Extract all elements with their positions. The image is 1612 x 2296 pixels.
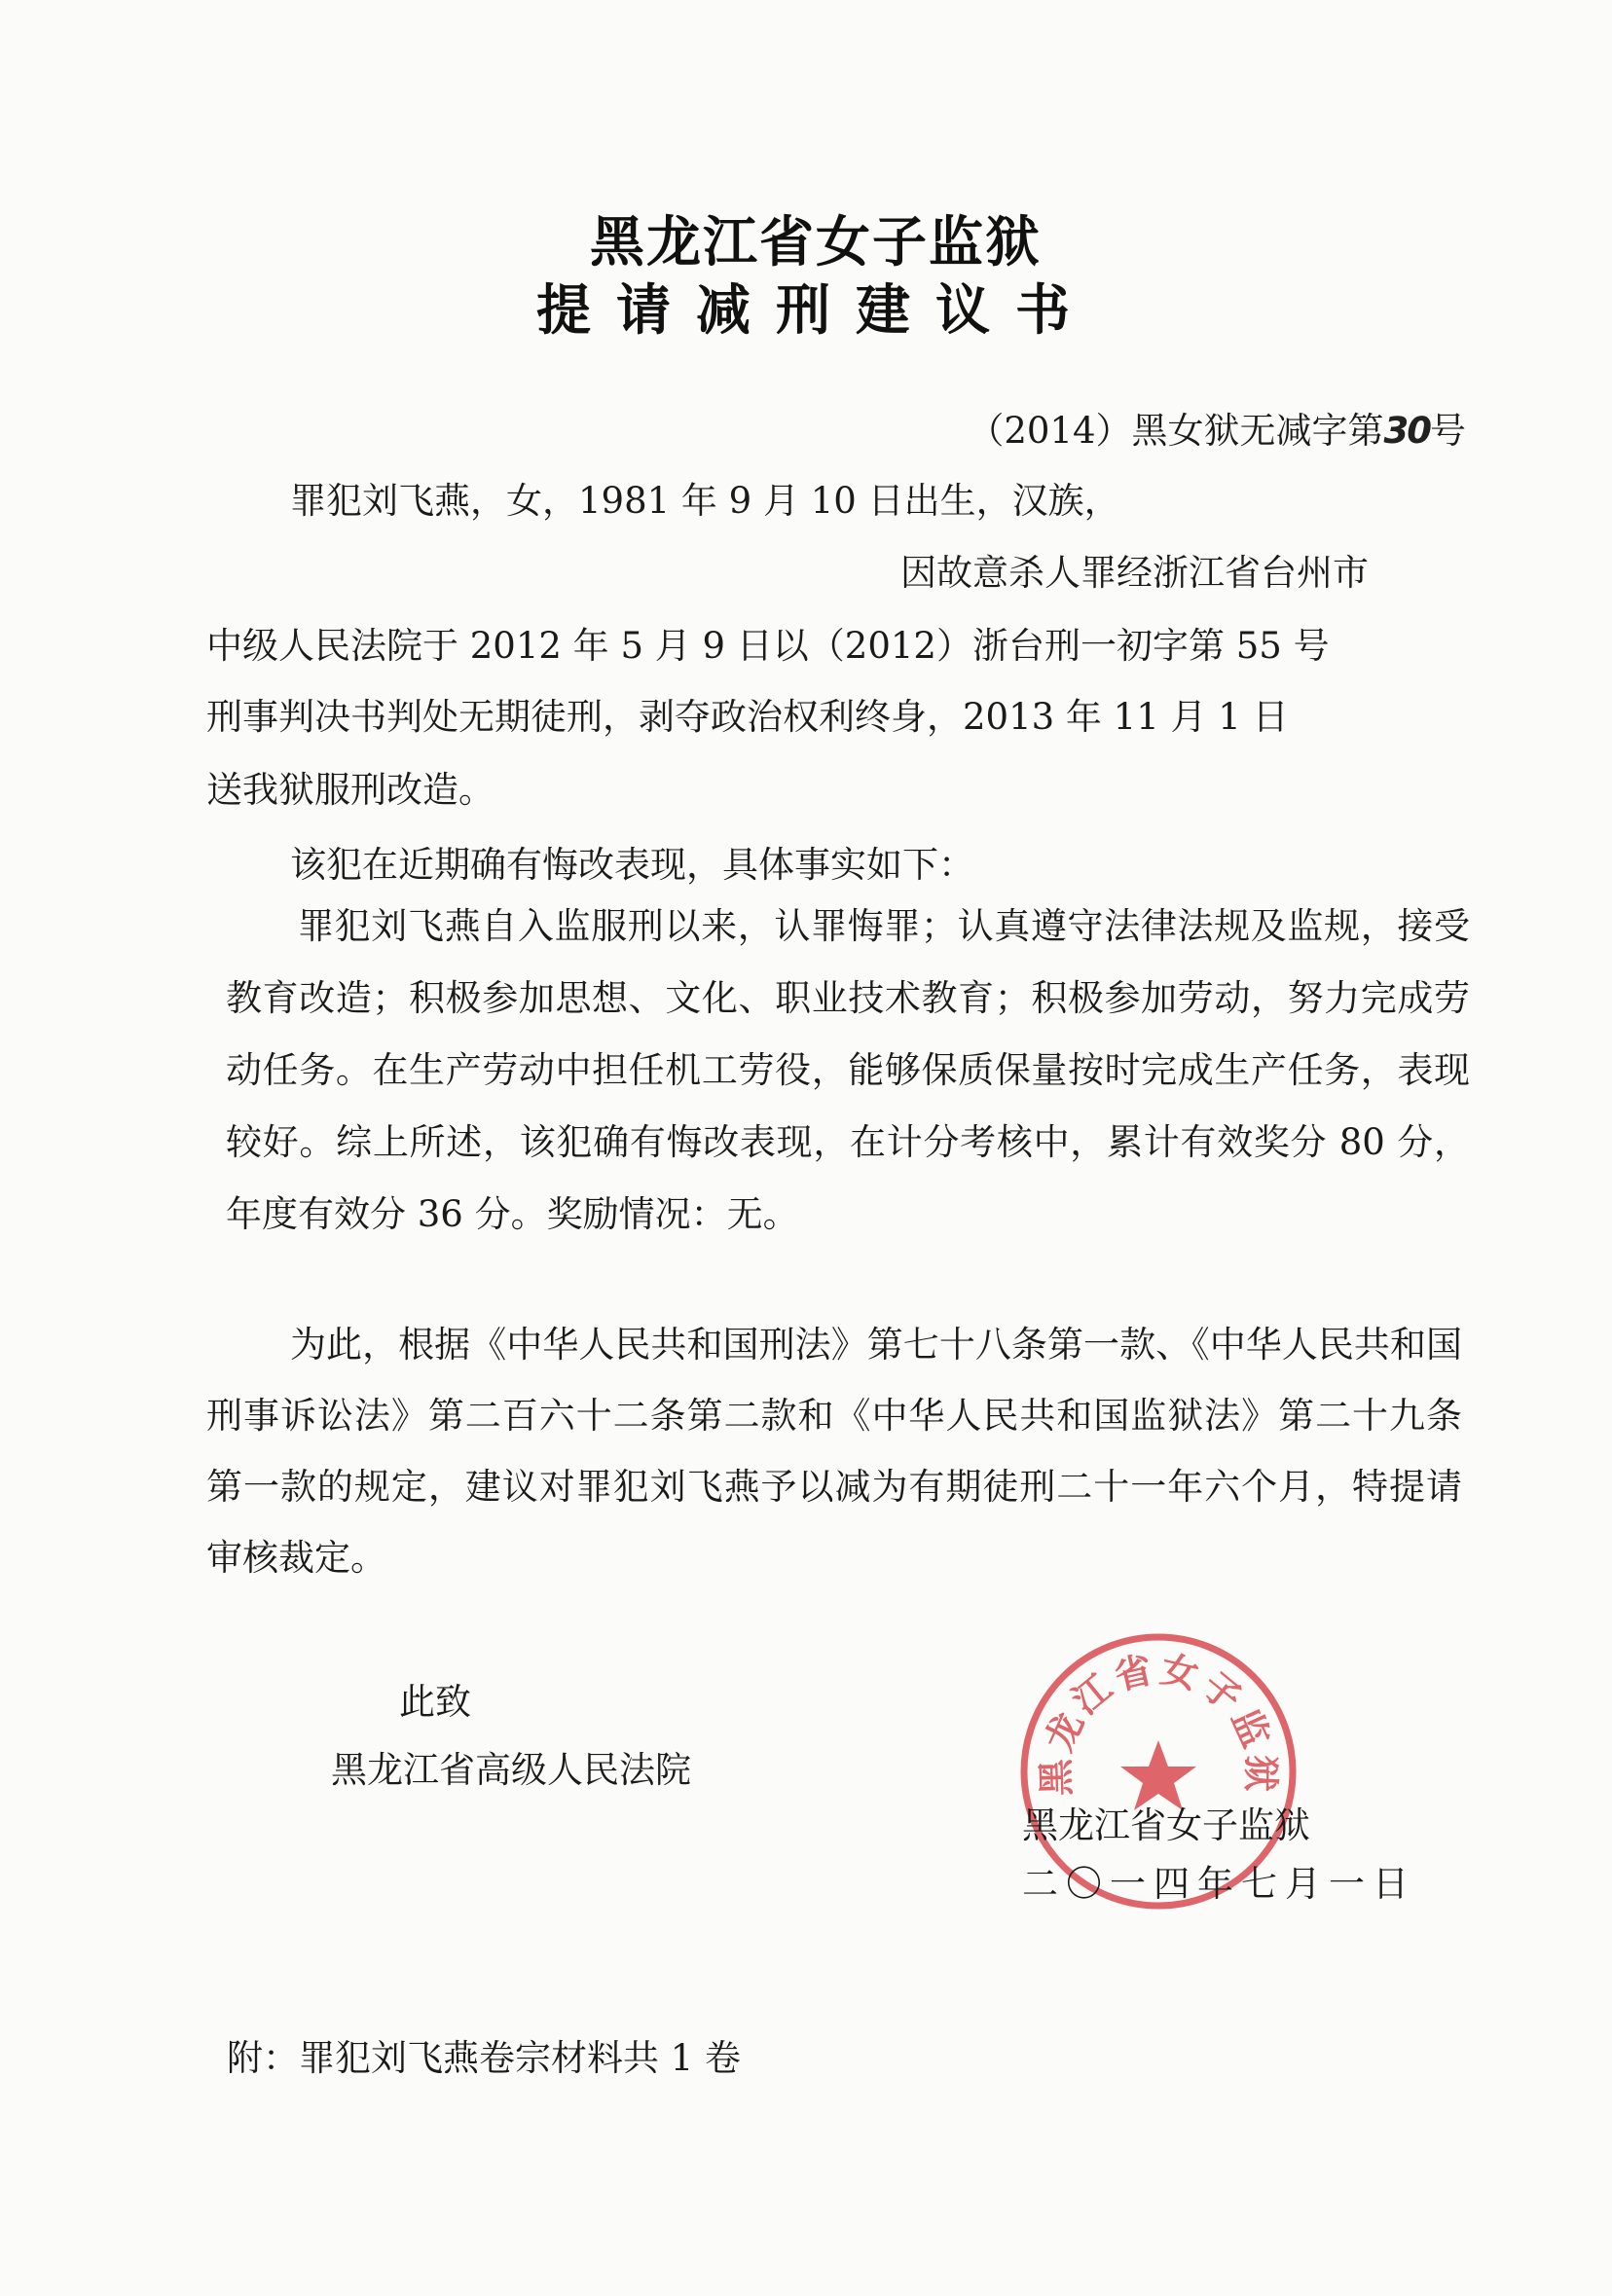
document-number [968,401,1466,454]
title-line-2: 提请减刑建议书 [536,279,1095,343]
title-line-1: 黑龙江省女子监狱 [590,211,1042,274]
document-number-handwritten: 30 [1383,410,1430,452]
seal-star-icon [1120,1740,1196,1810]
intro-line-4: 刑事判决书判处无期徒刑，剥夺政治权利终身，2013 年 11 月 1 日 [206,696,1289,738]
facts-paragraph: 罪犯刘飞燕自入监服刑以来，认罪悔罪；认真遵守法律法规及监规，接受教育改造；积极参加思想、文化、职业技术教育；积极参加劳动，努力完成劳动任务。在生产劳动中担任机工劳役，能够保质保量按时完成生产任务，表现较好。综上所述，该犯确有悔改表现，在计分考核中，累计有效奖分 80 分，年度有效分 36 分。奖励情况：无。 [226,905,1470,1235]
signature-organization: 黑龙江省女子监狱 [1022,1804,1310,1846]
facts-heading: 该犯在近期确有悔改表现，具体事实如下： [290,844,974,886]
intro-line-5: 送我狱服刑改造。 [206,769,495,811]
signature-date: 二〇一四年七月一日 [1022,1863,1416,1905]
closing-salutation: 此致 [399,1681,471,1723]
attachment-note: 附：罪犯刘飞燕卷宗材料共 1 卷 [227,2037,742,2079]
seal-text: 黑龙江省女子监狱 [1034,1647,1283,1797]
document-number-prefix: （2014）黑女狱无减字第 [968,410,1384,452]
basis-paragraph: 为此，根据《中华人民共和国刑法》第七十八条第一款、《中华人民共和国刑事诉讼法》第二百六十二条第二款和《中华人民共和国监狱法》第二十九条第一款的规定，建议对罪犯刘飞燕予以减为有期徒刑二十一年六个月，特提请审核裁定。 [206,1324,1462,1579]
intro-line-1: 罪犯刘飞燕，女，1981 年 9 月 10 日出生，汉族， [290,480,1120,522]
intro-line-3: 中级人民法院于 2012 年 5 月 9 日以（2012）浙台刑一初字第 55 号 [206,625,1330,667]
closing-recipient: 黑龙江省高级人民法院 [331,1749,691,1791]
intro-line-2: 因故意杀人罪经浙江省台州市 [900,552,1369,594]
document-number-suffix: 号 [1430,410,1466,452]
